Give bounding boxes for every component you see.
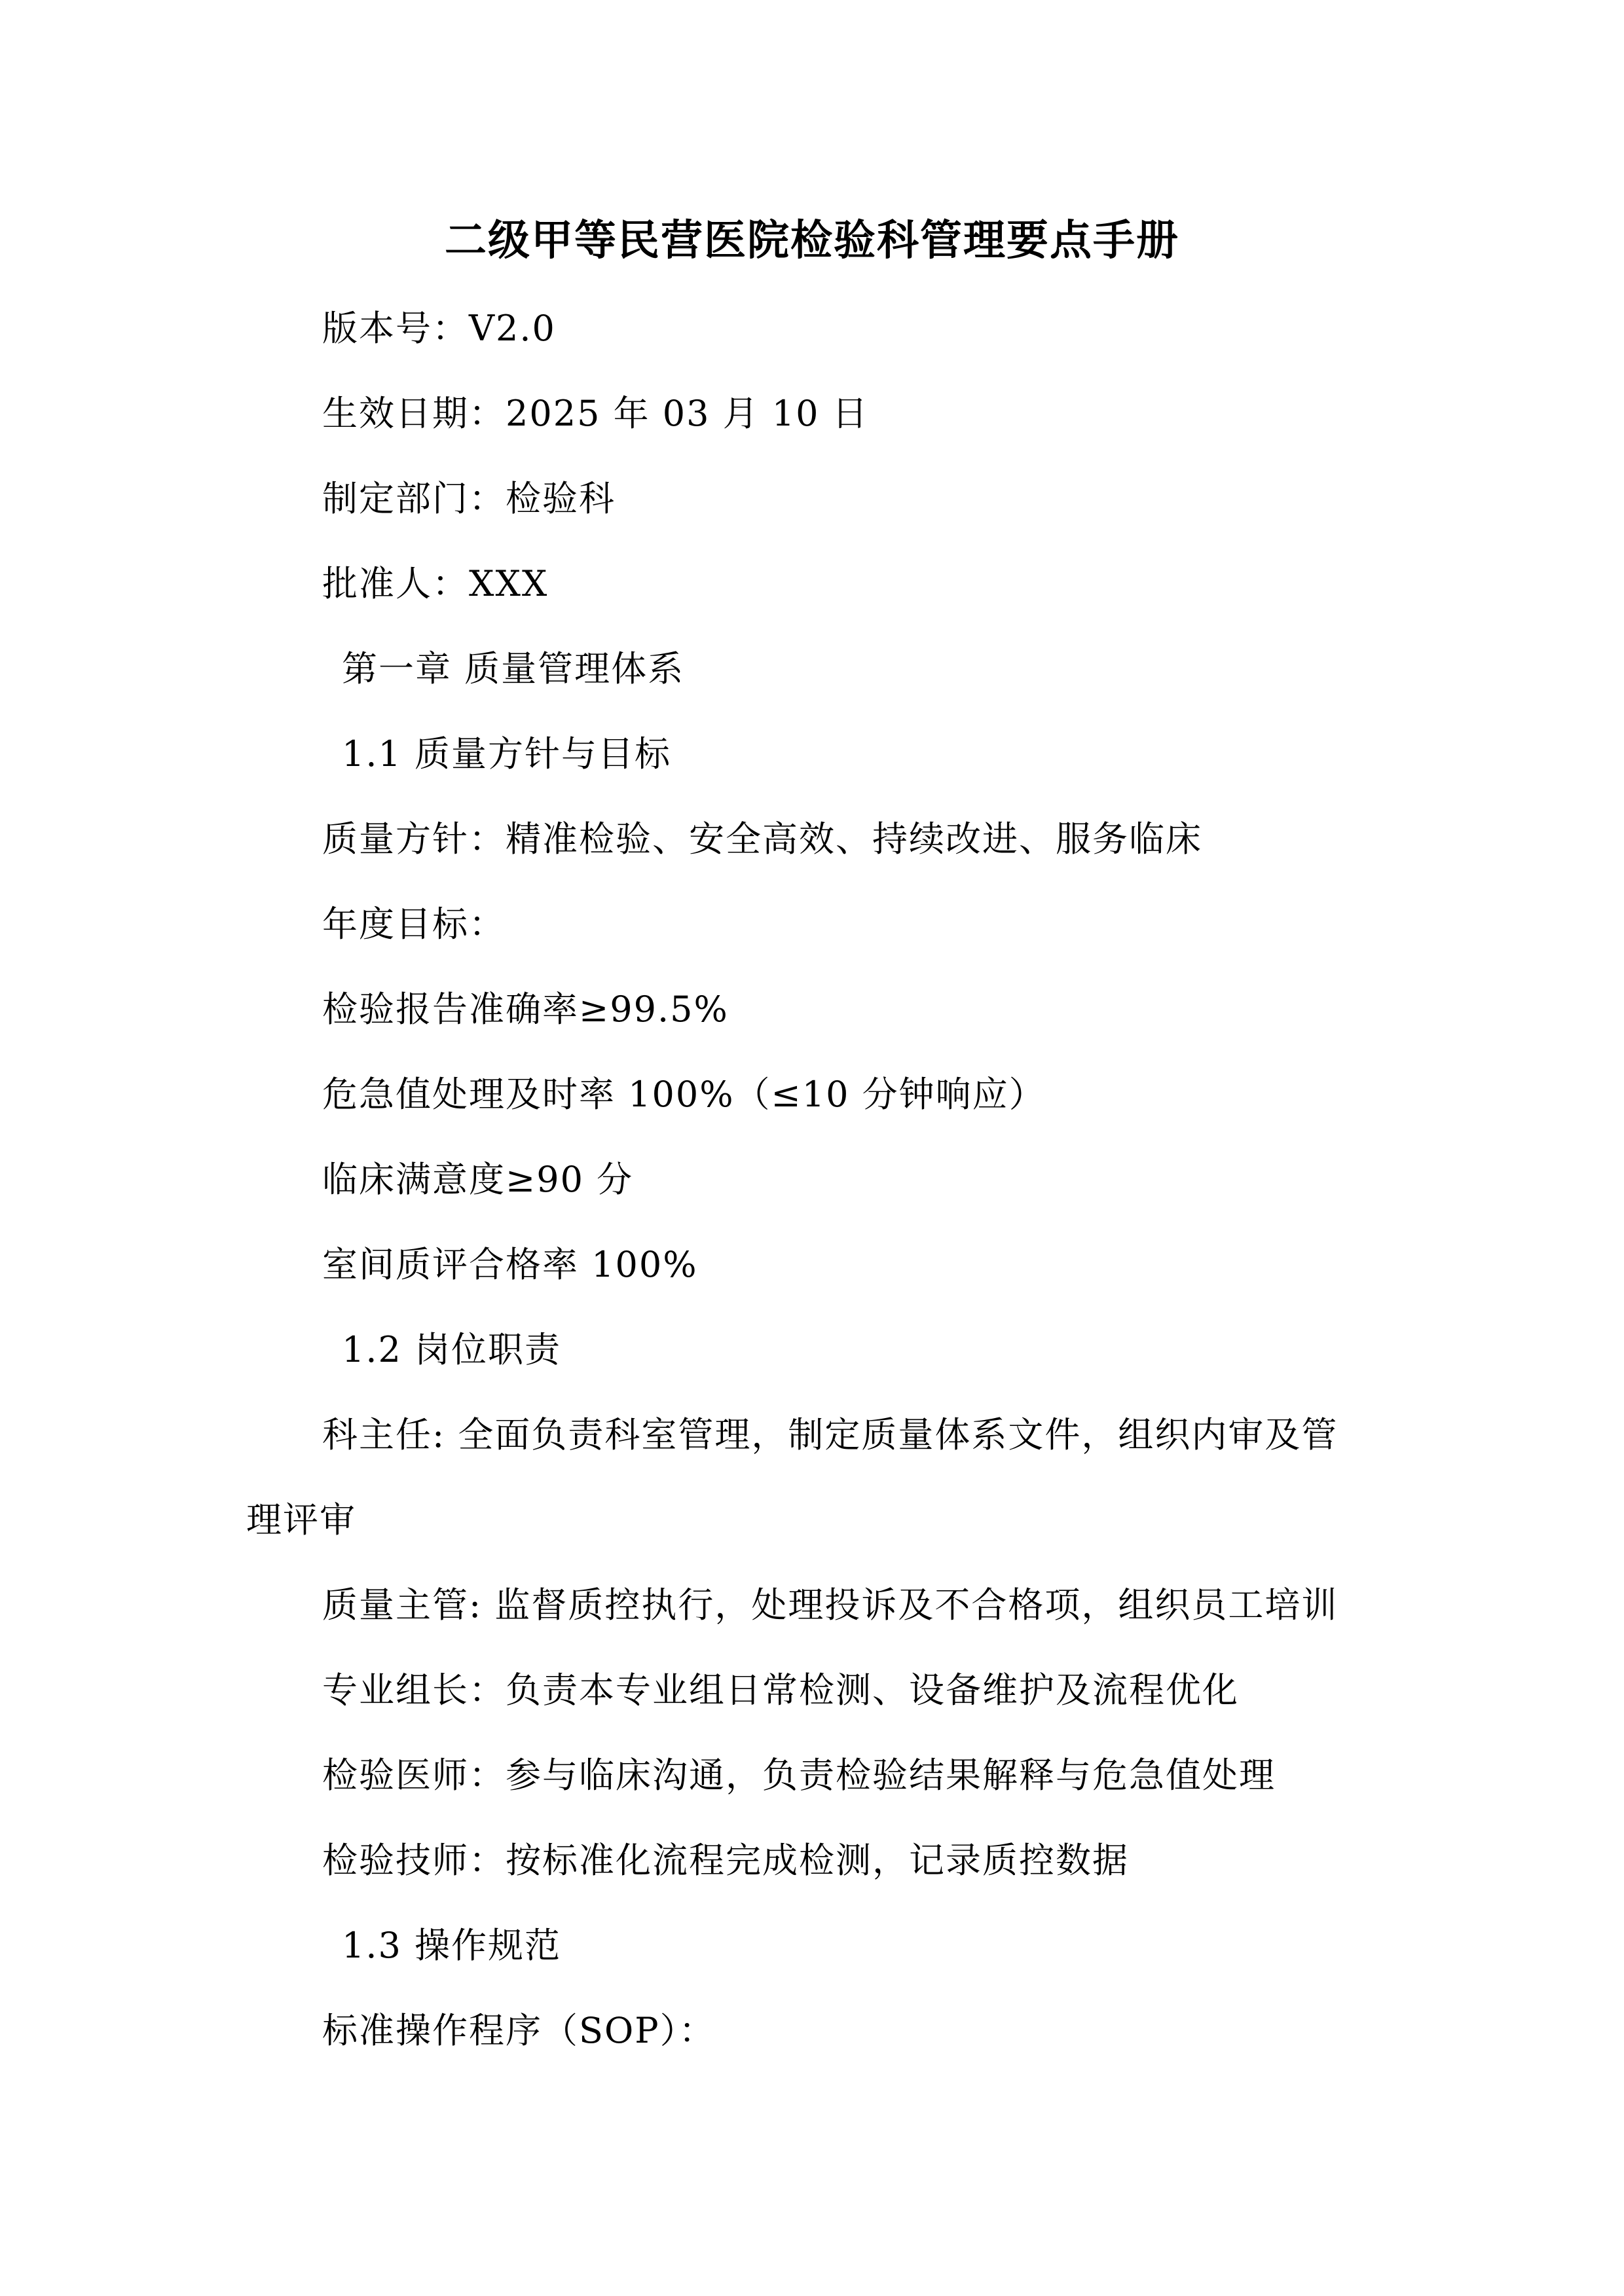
section-1-3-heading: 1.3 操作规范 [342, 1925, 562, 1966]
duty-item-quality-supervisor: 质量主管: 监督质控执行，处理投诉及不合格项，组织员工培训 [322, 1584, 1338, 1626]
goal-item: 检验报告准确率≥99.5% [322, 989, 729, 1030]
duty-item-lab-technician: 检验技师：按标准化流程完成检测，记录质控数据 [322, 1840, 1129, 1881]
approver-line: 批准人：XXX [322, 563, 549, 604]
effective-date-line: 生效日期：2025 年 03 月 10 日 [322, 393, 869, 434]
chapter-1-title: 第一章 质量管理体系 [342, 648, 685, 689]
goal-item: 室间质评合格率 100% [322, 1244, 698, 1285]
duty-item-director-continued: 理评审 [246, 1499, 356, 1540]
goal-item: 危急值处理及时率 100%（≤10 分钟响应） [322, 1074, 1046, 1115]
goal-item: 临床满意度≥90 分 [322, 1159, 634, 1200]
section-1-1-heading: 1.1 质量方针与目标 [342, 733, 672, 774]
section-1-2-heading: 1.2 岗位职责 [342, 1329, 562, 1370]
annual-goals-label: 年度目标： [322, 903, 506, 945]
document-title: 二级甲等民营医院检验科管理要点手册 [445, 216, 1179, 265]
duty-item-group-leader: 专业组长：负责本专业组日常检测、设备维护及流程优化 [322, 1669, 1239, 1711]
version-line: 版本号：V2.0 [322, 308, 556, 349]
duty-item-lab-physician: 检验医师：参与临床沟通，负责检验结果解释与危急值处理 [322, 1755, 1276, 1796]
quality-policy-line: 质量方针：精准检验、安全高效、持续改进、服务临床 [322, 818, 1202, 860]
duty-item-director: 科主任: 全面负责科室管理，制定质量体系文件，组织内审及管 [322, 1414, 1338, 1455]
sop-label: 标准操作程序（SOP）： [322, 2010, 716, 2051]
department-line: 制定部门：检验科 [322, 478, 616, 519]
